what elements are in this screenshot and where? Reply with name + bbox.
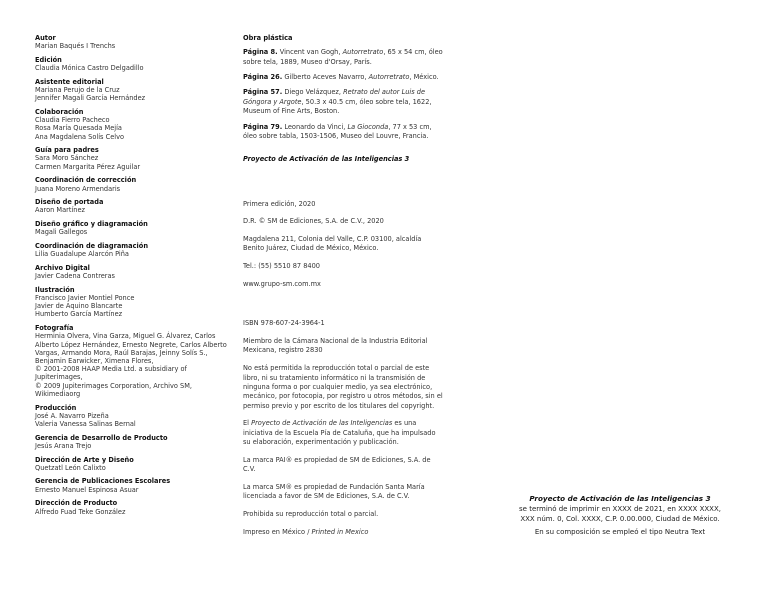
credit-name: Valeria Vanessa Salinas Bernal — [35, 419, 136, 428]
credit-name: Magali Gallegos — [35, 228, 88, 237]
credit-role: Guía para padres — [35, 146, 99, 155]
artwork-credit — [243, 73, 443, 82]
credit-name: Humberto García Martínez — [35, 310, 123, 319]
credit-role: Producción — [35, 403, 77, 412]
publisher-website: www.grupo-sm.com.mx — [243, 279, 321, 288]
credit-role: Dirección de Producto — [35, 499, 118, 508]
artwork-page: Página 57. — [243, 88, 283, 97]
credit-parents-guide — [35, 146, 235, 171]
credit-collaboration — [35, 108, 235, 141]
credit-name: Mariana Perujo de la Cruz — [35, 86, 120, 95]
colophon-line: XXX núm. 0, Col. XXXX, C.P. 0.00.000, Ciudad de México. — [520, 515, 720, 523]
artwork-details: , 77 x 53 cm, óleo sobre tabla, 1503-1506, Museo del Louvre, Francia. — [243, 122, 432, 141]
credit-graphic-design — [35, 220, 235, 236]
credit-name: Ana Magdalena Solís Celvo — [35, 132, 125, 141]
credit-role: Coordinación de corrección — [35, 176, 137, 185]
colophon — [500, 494, 740, 537]
artwork-page: Página 26. — [243, 73, 283, 82]
initiative-post: es una iniciativa de la Escuela Pía de Cataluña, que ha impulsado su elaboración, experimentación y publicación. — [243, 419, 436, 447]
artwork-title: Autorretrato — [342, 48, 384, 57]
credit-name: Herminia Olvera, Vina Garza, Miguel G. Álvarez, Carlos — [35, 332, 216, 341]
colophon-title: Proyecto de Activación de las Inteligencias 3 — [529, 494, 711, 503]
credit-name: Jennifer Magali García Hernández — [35, 94, 146, 103]
credit-role: Gerencia de Desarrollo de Producto — [35, 433, 168, 442]
credit-product-direction — [35, 499, 235, 515]
credit-digital-archive — [35, 264, 235, 280]
printed-in — [243, 528, 443, 537]
first-edition: Primera edición, 2020 — [243, 199, 316, 208]
credit-author — [35, 34, 235, 50]
credit-name: Ernesto Manuel Espinosa Asuar — [35, 485, 139, 494]
credit-production — [35, 404, 235, 429]
credit-name: Quetzatl León Calixto — [35, 463, 106, 472]
credit-name: Marian Baqués I Trenchs — [35, 42, 116, 51]
credit-name: Benjamin Earwicker, Ximena Flores, — [35, 357, 154, 365]
initiative-notice — [243, 419, 443, 447]
project-title: Proyecto de Activación de las Inteligencias 3 — [243, 155, 410, 164]
credit-name: Jupiterimages, — [35, 373, 83, 382]
artwork-artist: Gilberto Aceves Navarro, — [282, 73, 369, 82]
credit-name: Rosa María Quesada Mejía — [35, 124, 122, 133]
credit-role: Coordinación de diagramación — [35, 242, 149, 251]
credit-cover-design — [35, 198, 235, 214]
pai-trademark: La marca PAI® es propiedad de SM de Ediciones, S.A. de C.V. — [243, 455, 431, 474]
colophon-typeface: En su composición se empleó el tipo Neutra Text — [534, 528, 706, 536]
credit-correction — [35, 176, 235, 192]
credit-role: Archivo Digital — [35, 263, 90, 272]
artwork-credit — [243, 48, 443, 67]
artwork-details: , 65 x 54 cm, óleo sobre tela, 1889, Museo d'Orsay, París. — [243, 48, 443, 66]
credit-layout-coordination — [35, 242, 235, 258]
isbn: ISBN 978-607-24-3964-1 — [243, 319, 325, 328]
credit-name: Carmen Margarita Pérez Aguilar — [35, 162, 141, 171]
artwork-page: Página 8. — [243, 48, 278, 57]
credit-name: Vargas, Armando Mora, Raúl Barajas, Jeinny Solís S., — [35, 348, 208, 357]
credits-column — [35, 34, 235, 521]
credit-name: Claudia Mónica Castro Delgadillo — [35, 64, 144, 73]
copyright-line: D.R. © SM de Ediciones, S.A. de C.V., 2020 — [243, 217, 384, 226]
artwork-artist: Diego Velázquez, — [282, 88, 344, 97]
credit-name: José A. Navarro Pizeña — [35, 411, 109, 420]
credit-name: Alberto López Hernández, Ernesto Negrete, Carlos Alberto — [35, 340, 227, 349]
artwork-title: Retrato del autor Luis de Góngora y Argote — [243, 88, 426, 106]
credit-role: Edición — [35, 55, 62, 64]
credit-role: Diseño de portada — [35, 198, 104, 207]
sm-trademark: La marca SM® es propiedad de Fundación Santa María licenciada a favor de SM de Ediciones, S.A. de C.V. — [243, 483, 425, 501]
credit-name: Francisco Javier Montiel Ponce — [35, 294, 135, 303]
credit-role: Asistente editorial — [35, 77, 104, 86]
credit-role: Gerencia de Publicaciones Escolares — [35, 477, 171, 486]
artwork-title: Autorretrato — [368, 73, 410, 82]
artwork-details: , México. — [409, 73, 439, 82]
printed-in-es: Impreso en México / — [243, 527, 312, 536]
credit-name: Juana Moreno Armendaris — [35, 184, 121, 193]
initiative-title: Proyecto de Activación de las Inteligencias — [251, 419, 393, 428]
credit-school-publications — [35, 477, 235, 493]
credit-name: Javier de Aquino Blancarte — [35, 302, 123, 311]
credit-illustration — [35, 286, 235, 319]
artwork-details: , 50.3 x 40.5 cm, óleo sobre tela, 1622, Museum of Fine Arts, Boston. — [243, 97, 432, 116]
credit-art-direction — [35, 456, 235, 472]
credit-name: © 2009 Jupiterimages Corporation, Archivo SM, Wikimediaorg — [35, 381, 192, 398]
credit-name: Aaron Martínez — [35, 206, 85, 215]
printed-in-en: Printed in Mexico — [311, 527, 369, 536]
credit-role: Fotografía — [35, 324, 74, 333]
publisher-address: Magdalena 211, Colonia del Valle, C.P. 03100, alcaldía Benito Juárez, Ciudad de México, México. — [243, 235, 422, 253]
credit-name: Jesús Arana Trejo — [35, 441, 92, 450]
credit-assistant — [35, 78, 235, 103]
colophon-line: se terminó de imprimir en XXXX de 2021, en XXXX XXXX, — [519, 505, 721, 513]
initiative-pre: El — [243, 419, 252, 428]
credit-role: Dirección de Arte y Diseño — [35, 455, 134, 464]
credit-photography — [35, 324, 235, 398]
credit-edition — [35, 56, 235, 72]
publisher-phone: Tel.: (55) 5510 87 8400 — [243, 262, 320, 271]
reproduction-notice: No está permitida la reproducción total o parcial de este libro, ni su tratamiento informático ni la transmisión de ninguna forma o por cualquier medio, ya sea electrónico, mecánico, por fotocopia, por registro u otros métodos, sin el permiso previo y por escrito de los titulares del copyright. — [243, 364, 443, 410]
artwork-credit — [243, 88, 443, 116]
credit-name: Alfredo Fuad Teke González — [35, 507, 126, 516]
credit-role: Diseño gráfico y diagramación — [35, 220, 148, 229]
credit-name: Javier Cadena Contreras — [35, 272, 115, 281]
artwork-artist: Leonardo da Vinci, — [282, 122, 348, 131]
credit-name: © 2001-2008 HAAP Media Ltd. a subsidiary of — [35, 365, 187, 374]
credit-name: Lilia Guadalupe Alarcón Piña — [35, 250, 129, 259]
credit-product-development — [35, 434, 235, 450]
artwork-title: La Gioconda — [347, 122, 389, 131]
artwork-page: Página 79. — [243, 122, 283, 131]
prohibited-notice: Prohibida su reproducción total o parcial. — [243, 510, 379, 519]
credit-name: Claudia Fierro Pacheco — [35, 116, 110, 125]
artwork-artist: Vincent van Gogh, — [277, 48, 343, 57]
publication-info-column — [243, 34, 443, 546]
credit-role: Colaboración — [35, 107, 84, 116]
chamber-membership: Miembro de la Cámara Nacional de la Industria Editorial Mexicana, registro 2830 — [243, 336, 428, 355]
credit-role: Ilustración — [35, 285, 75, 294]
obra-plastica-heading: Obra plástica — [243, 34, 293, 42]
artwork-credit — [243, 123, 443, 142]
credit-role: Autor — [35, 34, 56, 42]
credit-name: Sara Moro Sánchez — [35, 154, 99, 163]
